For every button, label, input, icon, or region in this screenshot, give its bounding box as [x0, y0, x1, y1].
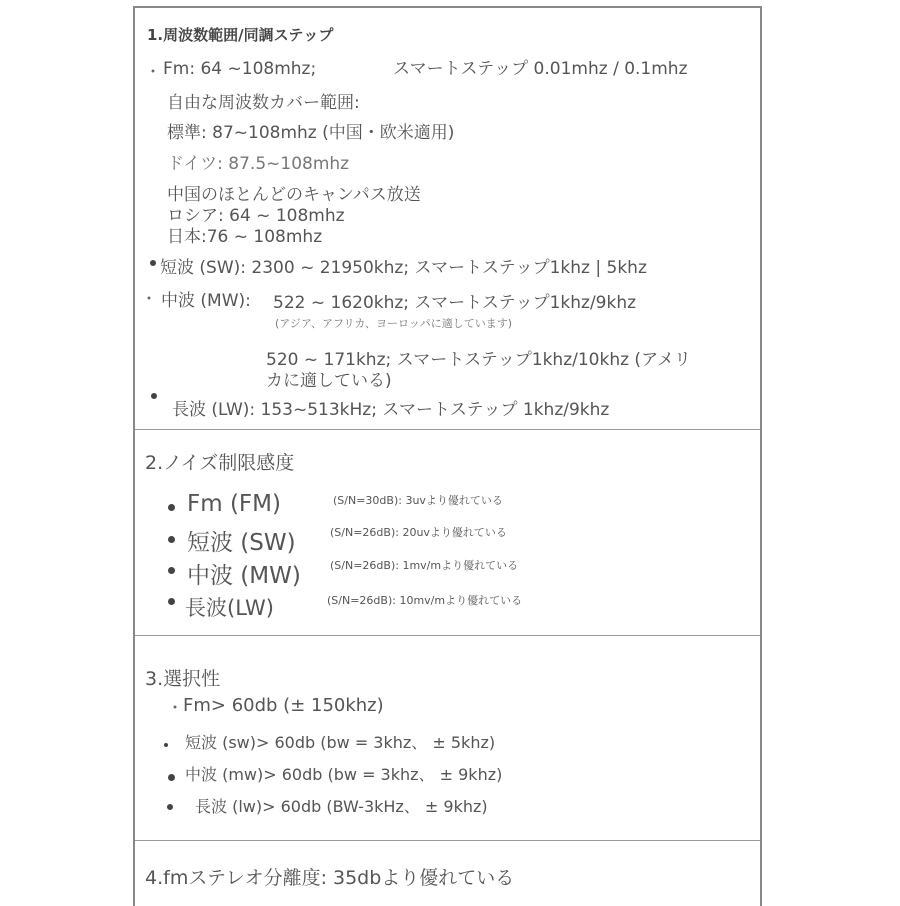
- bullet-dot: [168, 567, 175, 574]
- fm-step: スマートステップ 0.01mhz / 0.1mhz: [393, 59, 688, 79]
- noise-value-mw: (S/N=26dB): 1mv/mより優れている: [330, 559, 519, 572]
- bullet-mid: ・: [145, 62, 162, 81]
- free-coverage: 自由な周波数カバー範囲:: [167, 93, 360, 113]
- lw-range: 長波 (LW): 153~513kHz; スマートステップ 1khz/9khz: [172, 400, 610, 420]
- divider: [135, 635, 760, 636]
- divider: [135, 429, 760, 430]
- fm-range: Fm: 64 ~108mhz;: [163, 59, 317, 79]
- selectivity-lw: 長波 (lw)> 60db (BW-3kHz、 ± 9khz): [195, 797, 488, 816]
- bullet-dot: [167, 804, 173, 810]
- campus-range: 中国のほとんどのキャンパス放送: [167, 185, 421, 205]
- spec-sheet: [133, 6, 762, 906]
- noise-value-fm: (S/N=30dB): 3uvより優れている: [333, 494, 503, 507]
- japan-range: 日本:76 ~ 108mhz: [167, 227, 323, 247]
- standard-range: 標準: 87~108mhz (中国・欧米適用): [167, 123, 455, 143]
- mw-note: (アジア、アフリカ、ヨーロッパに適しています): [275, 317, 513, 330]
- section3-title: 3.選択性: [145, 668, 221, 690]
- noise-band-sw: 短波 (SW): [187, 530, 296, 556]
- bullet-dot: [150, 260, 156, 266]
- russia-range: ロシア: 64 ~ 108mhz: [167, 206, 345, 226]
- mw-range: 522 ~ 1620khz; スマートステップ1khz/9khz: [273, 293, 637, 313]
- noise-band-mw: 中波 (MW): [187, 563, 301, 589]
- noise-band-lw: 長波(LW): [185, 596, 274, 620]
- mw2-line1: 520 ~ 171khz; スマートステップ1khz/10khz (アメリ: [266, 350, 692, 370]
- selectivity-mw: 中波 (mw)> 60db (bw = 3khz、 ± 9khz): [185, 765, 503, 784]
- bullet-dot: [168, 536, 175, 543]
- section1-title: 1.周波数範囲/同調ステップ: [147, 26, 334, 44]
- bullet-dot: [168, 598, 175, 605]
- noise-value-lw: (S/N=26dB): 10mv/mより優れている: [327, 594, 523, 607]
- bullet-mid: ・: [141, 289, 158, 308]
- divider: [135, 840, 760, 841]
- bullet-mid: ・: [167, 698, 184, 717]
- bullet-dot: [151, 393, 157, 399]
- bullet-dot: [164, 743, 168, 747]
- section2-title: 2.ノイズ制限感度: [145, 452, 295, 474]
- bullet-dot: [168, 774, 175, 781]
- germany-range: ドイツ: 87.5~108mhz: [167, 154, 350, 174]
- noise-value-sw: (S/N=26dB): 20uvより優れている: [330, 526, 507, 539]
- section4-title: 4.fmステレオ分離度: 35dbより優れている: [145, 867, 515, 889]
- mw-label: 中波 (MW):: [161, 291, 251, 311]
- mw2-line2: カに適している): [266, 371, 392, 391]
- noise-band-fm: Fm (FM): [187, 491, 281, 517]
- bullet-dot: [168, 504, 175, 511]
- sw-range: 短波 (SW): 2300 ~ 21950khz; スマートステップ1khz | 5khz: [160, 258, 647, 278]
- selectivity-fm: Fm> 60db (± 150khz): [183, 695, 384, 716]
- selectivity-sw: 短波 (sw)> 60db (bw = 3khz、 ± 5khz): [185, 733, 496, 752]
